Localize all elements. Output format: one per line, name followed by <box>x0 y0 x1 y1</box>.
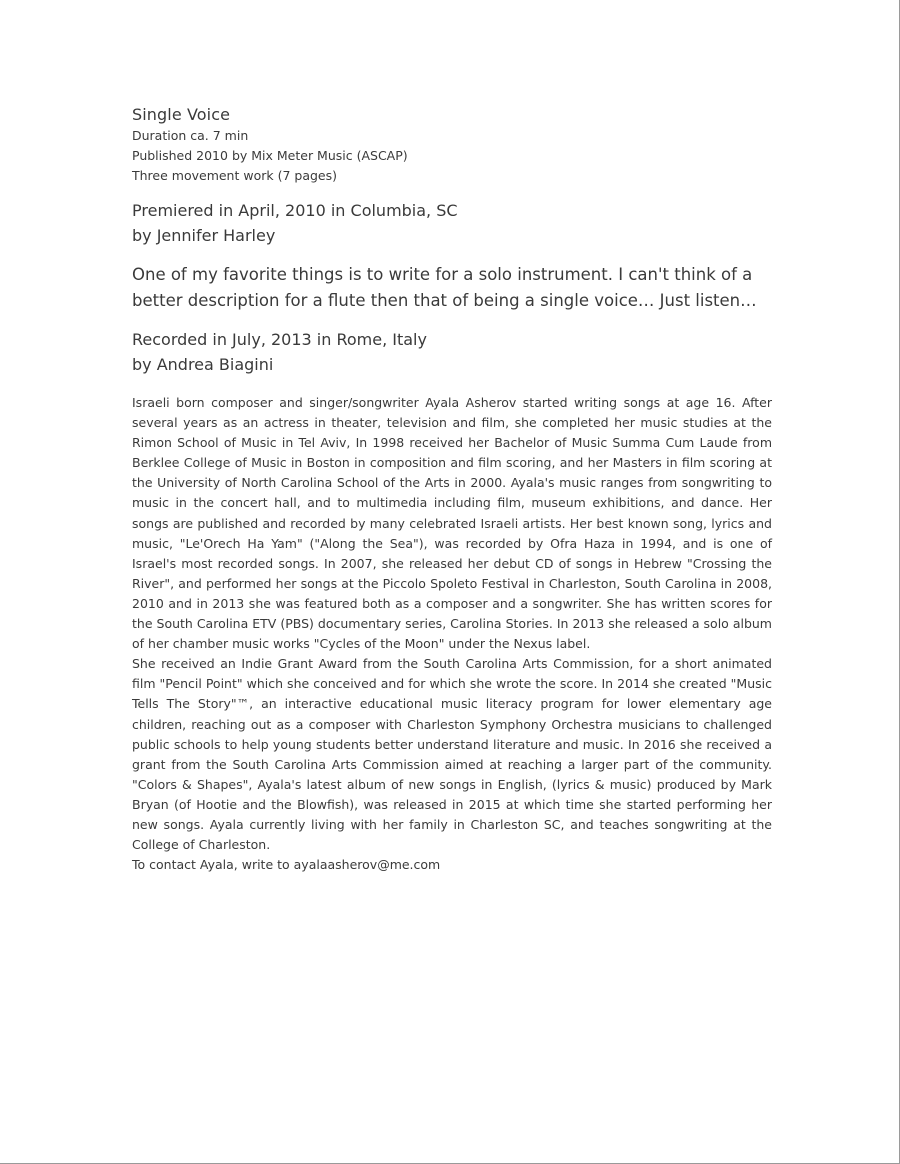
piece-publisher: Published 2010 by Mix Meter Music (ASCAP) <box>132 148 408 163</box>
premiere-performer: by Jennifer Harley <box>132 226 276 245</box>
document-content <box>132 104 772 875</box>
bio-paragraph-2: She received an Indie Grant Award from the South Carolina Arts Commission, for a short animated film "Pencil Point" which she conceived and for which she wrote the score. In 2014 she created "Music Tells The Story"™, an interactive educational music literacy program for lower elementary age children, reaching out as a composer with Charleston Symphony Orchestra musicians to challenged public schools to help young students better understand literature and music. In 2016 she received a grant from the South Carolina Arts Commission aimed at reaching a larger part of the community. "Colors & Shapes", Ayala's latest album of new songs in English, (lyrics & music) produced by Mark Bryan (of Hootie and the Blowfish), was released in 2015 at which time she started performing her new songs. Ayala currently living with her family in Charleston SC, and teaches songwriting at the College of Charleston. <box>132 656 772 853</box>
premiere-date-location: Premiered in April, 2010 in Columbia, SC <box>132 201 458 220</box>
premiere-info <box>132 198 772 248</box>
recording-date-location: Recorded in July, 2013 in Rome, Italy <box>132 330 427 349</box>
piece-pages: Three movement work (7 pages) <box>132 168 337 183</box>
recording-info <box>132 327 772 377</box>
composer-biography <box>132 393 772 875</box>
bio-paragraph-1: Israeli born composer and singer/songwriter Ayala Asherov started writing songs at age 16. After several years as an actress in theater, television and film, she completed her music studies at the Rimon School of Music in Tel Aviv, In 1998 received her Bachelor of Music Summa Cum Laude from Berklee College of Music in Boston in composition and film scoring, and her Masters in film scoring at the University of North Carolina School of the Arts in 2000. Ayala's music ranges from songwriting to music in the concert hall, and to multimedia including film, museum exhibitions, and dance. Her songs are published and recorded by many celebrated Israeli artists. Her best known song, lyrics and music, "Le'Orech Ha Yam" ("Along the Sea"), was recorded by Ofra Haza in 1994, and is one of Israel's most recorded songs. In 2007, she released her debut CD of songs in Hebrew "Crossing the River", and performed her songs at the Piccolo Spoleto Festival in Charleston, South Carolina in 2008, 2010 and in 2013 she was featured both as a composer and a songwriter. She has written scores for the South Carolina ETV (PBS) documentary series, Carolina Stories. In 2013 she released a solo album of her chamber music works "Cycles of the Moon" under the Nexus label. <box>132 395 772 652</box>
piece-description: One of my favorite things is to write for a solo instrument. I can't think of a better description for a flute then that of being a single voice… Just listen… <box>132 265 757 310</box>
piece-info <box>132 104 772 186</box>
bio-contact: To contact Ayala, write to ayalaasherov@me.com <box>132 857 441 873</box>
piece-duration: Duration ca. 7 min <box>132 128 249 143</box>
piece-title: Single Voice <box>132 105 231 124</box>
recording-performer: by Andrea Biagini <box>132 355 274 374</box>
